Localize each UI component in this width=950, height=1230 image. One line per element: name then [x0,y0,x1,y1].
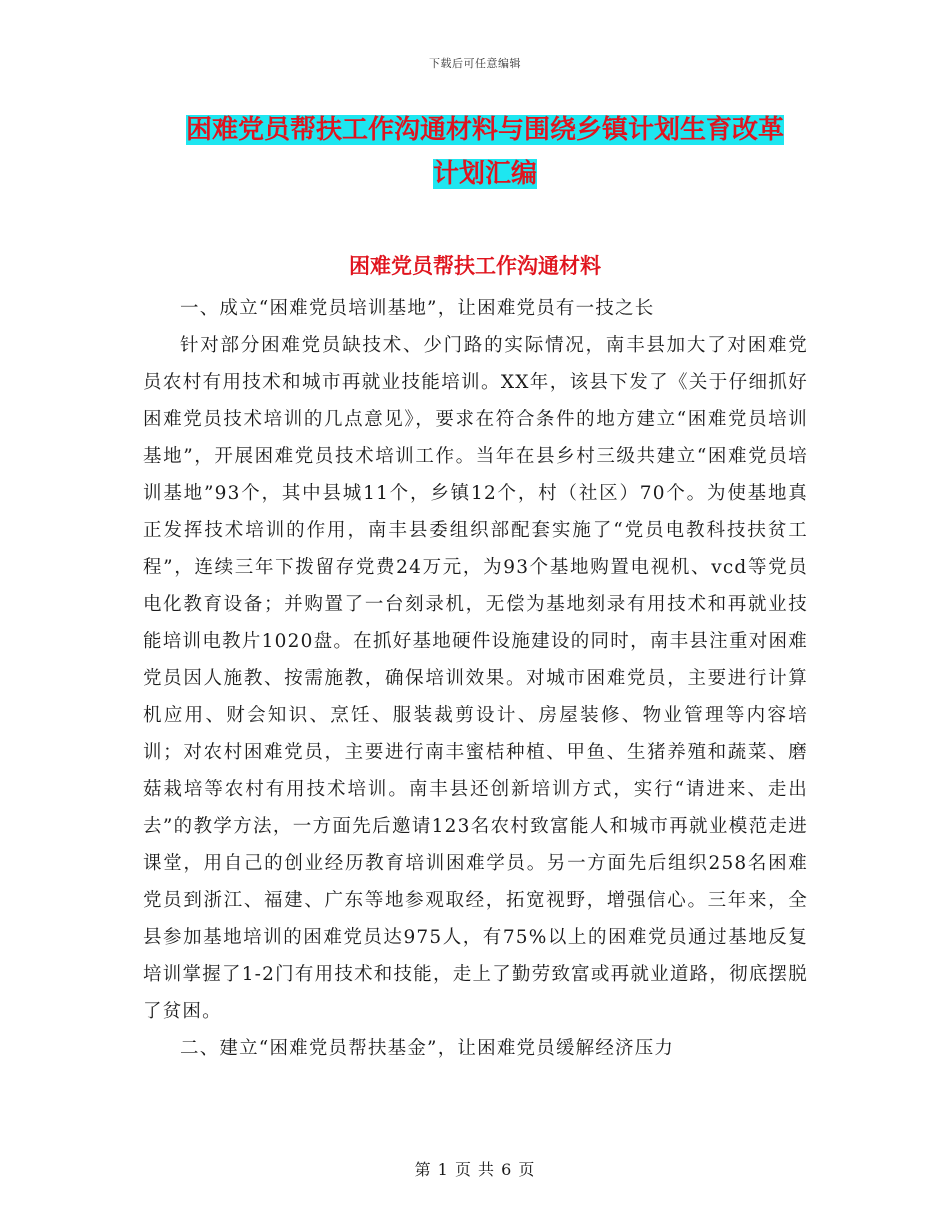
page-header-note: 下载后可任意编辑 [429,57,521,70]
document-title [140,108,830,196]
section-title: 困难党员帮扶工作沟通材料 [349,254,601,278]
page-footer: 第 1 页 共 6 页 [414,1160,536,1179]
document-title-line-1: 困难党员帮扶工作沟通材料与围绕乡镇计划生育改革 [185,115,784,145]
paragraph-heading-2: 二、建立“困难党员帮扶基金”，让困难党员缓解经济压力 [180,1038,675,1059]
paragraph-body-1: 针对部分困难党员缺技术、少门路的实际情况，南丰县加大了对困难党员农村有用技术和城市再就业技能培训。XX年，该县下发了《关于仔细抓好困难党员技术培训的几点意见》，要求在符合条件的地方建立“困难党员培训基地”，开展困难党员技术培训工作。当年在县乡村三级共建立“困难党员培训基地”93个，其中县城11个，乡镇12个，村（社区）70个。为使基地真正发挥技术培训的作用，南丰县委组织部配套实施了“党员电教科技扶贫工程”，连续三年下拨留存党费24万元，为93个基地购置电视机、vcd等党员电化教育设备；并购置了一台刻录机，无偿为基地刻录有用技术和再就业技能培训电教片1020盘。在抓好基地硬件设施建设的同时，南丰县注重对困难党员因人施教、按需施教，确保培训效果。对城市困难党员，主要进行计算机应用、财会知识、烹饪、服装裁剪设计、房屋装修、物业管理等内容培训；对农村困难党员，主要进行南丰蜜桔种植、甲鱼、生猪养殖和蔬菜、磨菇栽培等农村有用技术培训。南丰县还创新培训方式，实行“请进来、走出去”的教学方法，一方面先后邀请123名农村致富能人和城市再就业模范走进课堂，用自己的创业经历教育培训困难学员。另一方面先后组织258名困难党员到浙江、福建、广东等地参观取经，拓宽视野，增强信心。三年来，全县参加基地培训的困难党员达975人，有75%以上的困难党员通过基地反复培训掌握了1-2门有用技术和技能，走上了勤劳致富或再就业道路，彻底摆脱了贫困。 [143,335,808,1022]
document-body [143,290,808,1067]
paragraph-heading-1: 一、成立“困难党员培训基地”，让困难党员有一技之长 [180,298,655,319]
document-title-line-2: 计划汇编 [432,159,537,189]
